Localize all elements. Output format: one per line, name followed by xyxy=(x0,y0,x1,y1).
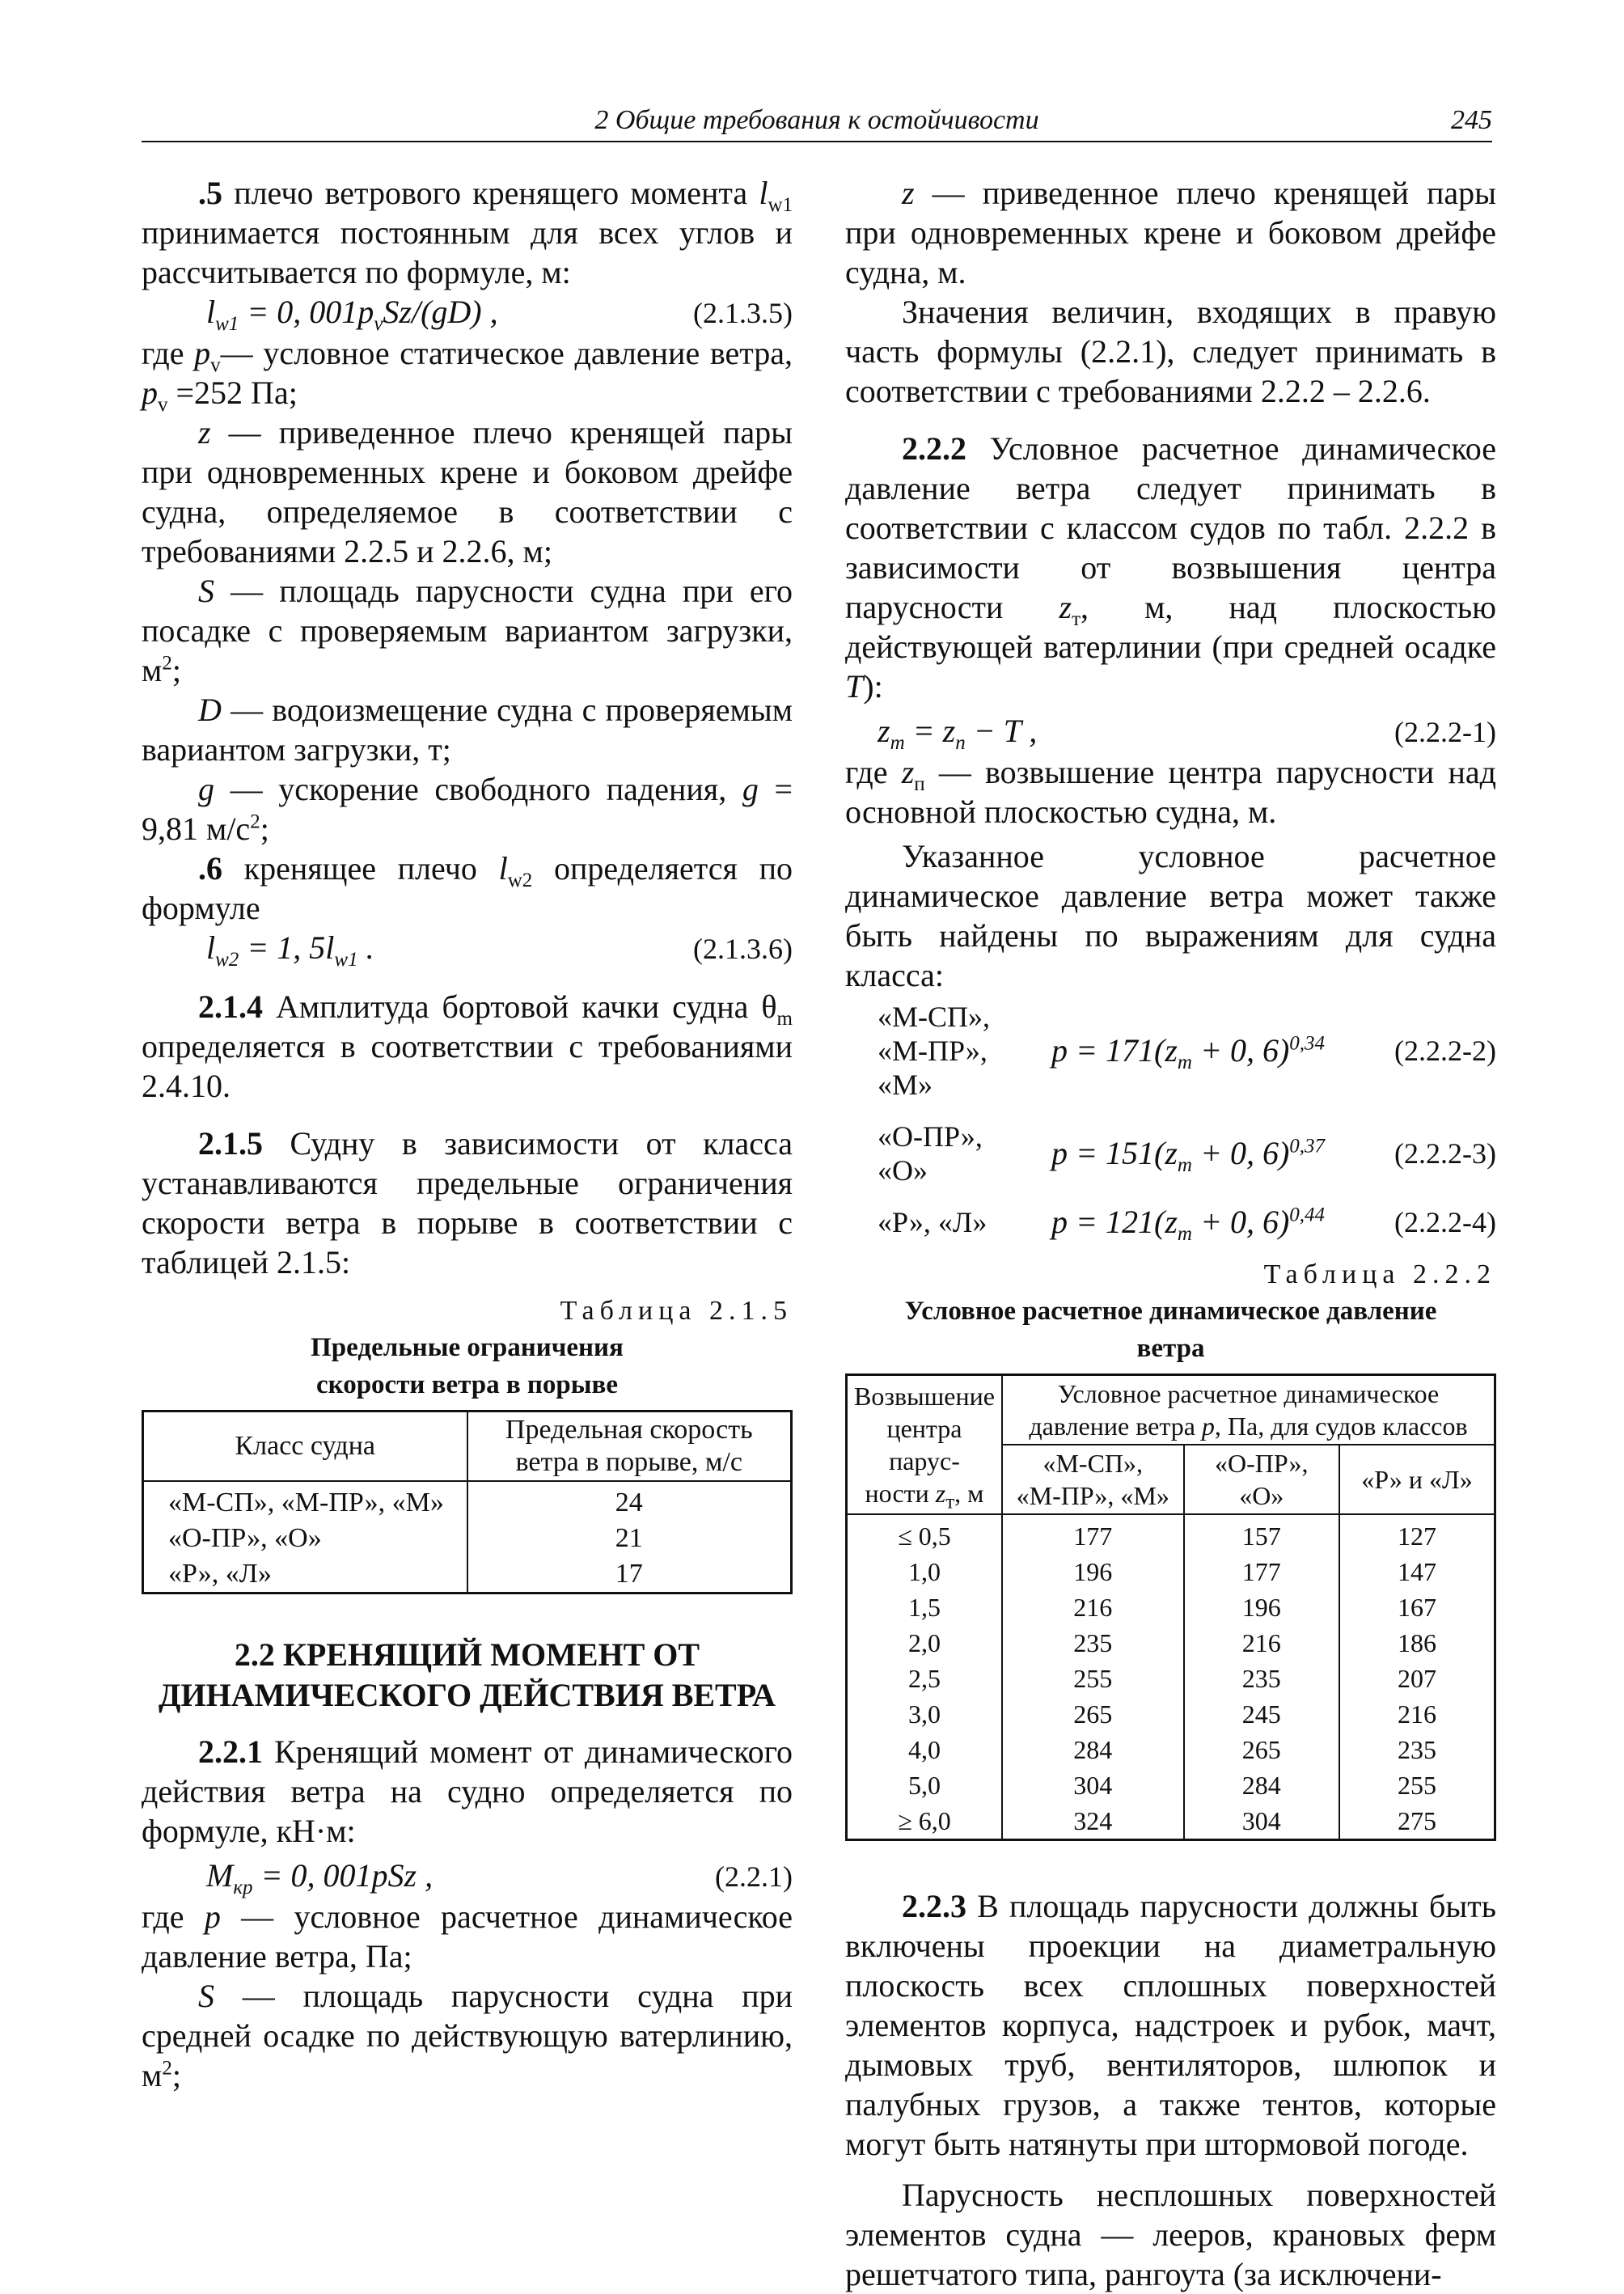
cell-a: 324 xyxy=(1002,1803,1184,1840)
table-row xyxy=(847,1767,1495,1803)
column-group-header: Условное расчетное динамическое давление ветра p, Па, для судов классов xyxy=(1002,1375,1495,1445)
section-2-1-4: 2.1.4 Амплитуда бортовой качки судна $\theta_m$ определяется в соответствии с требованиями 2.4.10. xyxy=(142,988,793,1104)
where-s: S — площадь парусности судна при его посадке с проверяемым вариантом загрузки, $м^2$; xyxy=(142,573,793,688)
table-2-2-2-caption: Таблица 2.2.2 xyxy=(1263,1259,1496,1289)
dynamic-formula-row xyxy=(845,1204,1496,1245)
paragraph-6: .6 кренящее плечо $l_{w2}$ определяется по формуле xyxy=(142,850,793,926)
cell-c: 207 xyxy=(1339,1661,1495,1696)
ship-class: «Р», «Л» xyxy=(878,1206,988,1238)
table-2-1-5-title: Предельные ограничения скорости ветра в порыве xyxy=(311,1333,624,1399)
cell-h: ≤ 0,5 xyxy=(847,1514,1002,1554)
column-header-m: «М-СП», «М-ПР», «М» xyxy=(1002,1445,1184,1514)
formula-2-1-3-6: $l_{w2} = 1$, $5l_{w1}$ . (2.1.3.6) xyxy=(206,929,793,971)
cell-b: 265 xyxy=(1184,1732,1339,1767)
cell-speed: 17 xyxy=(467,1556,792,1594)
column-header-speed: Предельная скорость ветра в порыве, м/с xyxy=(467,1412,792,1482)
table-2-1-5-caption: Таблица 2.1.5 xyxy=(560,1296,793,1326)
cell-c: 147 xyxy=(1339,1554,1495,1589)
cell-h: 3,0 xyxy=(847,1696,1002,1732)
where-d: D — водоизмещение судна с проверяемым вариантом загрузки, т; xyxy=(142,692,793,768)
cell-class: «Р», «Л» xyxy=(143,1556,467,1594)
cell-class: «М-СП», «М-ПР», «М» xyxy=(143,1481,467,1521)
cell-h: 2,5 xyxy=(847,1661,1002,1696)
right-column xyxy=(845,173,1496,2294)
formula-2-1-3-5: $l_{w1} = 0$, $001p_vSz/(gD)$ , (2.1.3.5) xyxy=(206,294,793,335)
ship-class: «М-СП», «М-ПР», «М» xyxy=(878,1001,991,1101)
section-2-2-2: 2.2.2 Условное расчетное динамическое давление ветра следует принимать в соответствии с классом судов по табл. 2.2.2 в зависимости от возвышения центра парусности $z_т$, м, над плоскостью действующей ватерлинии (при средней осадке T): xyxy=(845,430,1496,705)
cell-b: 196 xyxy=(1184,1589,1339,1625)
where-g: g — ускорение свободного падения, g = 9,81 $м/с^2$; xyxy=(142,771,793,847)
where-s-2: S — площадь парусности судна при средней осадке по действующую ватерлинию, $м^2$; xyxy=(142,1978,793,2093)
table-row xyxy=(847,1554,1495,1589)
table-row xyxy=(847,1661,1495,1696)
table-row xyxy=(847,1625,1495,1661)
running-header xyxy=(142,104,1492,142)
formula-number: (2.2.1) xyxy=(715,1860,793,1893)
table-2-1-5 xyxy=(142,1410,793,1594)
cell-a: 177 xyxy=(1002,1514,1184,1554)
cell-b: 177 xyxy=(1184,1554,1339,1589)
table-row xyxy=(847,1732,1495,1767)
cell-b: 235 xyxy=(1184,1661,1339,1696)
cell-c: 235 xyxy=(1339,1732,1495,1767)
dynamic-formula-row xyxy=(845,1000,1496,1102)
table-row xyxy=(847,1514,1495,1554)
header-title: 2 Общие требования к остойчивости xyxy=(594,105,1039,135)
column-header-o: «О-ПР», «О» xyxy=(1184,1445,1339,1514)
column-header-class: Класс судна xyxy=(143,1412,467,1482)
cell-h: 4,0 xyxy=(847,1732,1002,1767)
cell-h: 1,0 xyxy=(847,1554,1002,1589)
cell-h: 2,0 xyxy=(847,1625,1002,1661)
where-p: где p — условное расчетное динамическое давление ветра, Па; xyxy=(142,1898,793,1974)
expressions-intro: Указанное условное расчетное динамическое давление ветра может также быть найдены по выражениям для судна класса: xyxy=(845,838,1496,993)
cell-class: «О-ПР», «О» xyxy=(143,1521,467,1556)
table-row xyxy=(143,1521,792,1556)
cell-c: 186 xyxy=(1339,1625,1495,1661)
formula-2-2-1: $M_{кр} = 0$, 001pSz , (2.2.1) xyxy=(206,1857,793,1898)
cell-a: 196 xyxy=(1002,1554,1184,1589)
table-row xyxy=(847,1696,1495,1732)
cell-a: 284 xyxy=(1002,1732,1184,1767)
pressure-formula: $p = 151(z_т + 0$, 6)$^{0,37}$ xyxy=(1051,1135,1326,1176)
cell-a: 304 xyxy=(1002,1767,1184,1803)
cell-speed: 21 xyxy=(467,1521,792,1556)
formula-number: (2.1.3.6) xyxy=(693,933,793,965)
page-number: 245 xyxy=(1451,105,1492,135)
cell-a: 255 xyxy=(1002,1661,1184,1696)
formula-number: (2.1.3.5) xyxy=(693,297,793,329)
cell-b: 216 xyxy=(1184,1625,1339,1661)
values-paragraph: Значения величин, входящих в правую часть формулы (2.2.1), следует принимать в соответствии с требованиями 2.2.2 – 2.2.6. xyxy=(845,294,1496,409)
paragraph-5: .5 плечо ветрового кренящего момента $l_{w1}$ принимается постоянным для всех углов и рассчитывается по формуле, м: xyxy=(142,175,793,290)
dynamic-formula-row xyxy=(845,1119,1496,1187)
cell-b: 304 xyxy=(1184,1803,1339,1840)
table-2-2-2-title: Условное расчетное динамическое давление ветра xyxy=(904,1297,1437,1363)
section-2-2-1: 2.2.1 Кренящий момент от динамического действия ветра на судно определяется по формуле, кН·м: xyxy=(142,1733,793,1849)
column-header-r: «Р» и «Л» xyxy=(1339,1445,1495,1514)
cell-a: 216 xyxy=(1002,1589,1184,1625)
cell-h: ≥ 6,0 xyxy=(847,1803,1002,1840)
formula-2-2-2-1: $z_т = z_п - T$ , (2.2.2-1) xyxy=(878,713,1496,754)
table-row xyxy=(847,1589,1495,1625)
cell-h: 1,5 xyxy=(847,1589,1002,1625)
ship-class: «О-ПР», «О» xyxy=(878,1120,983,1187)
cell-a: 265 xyxy=(1002,1696,1184,1732)
lattice-paragraph: Парусность несплошных поверхностей элементов судна — лееров, крановых ферм решетчатого типа, рангоута (за исключени- xyxy=(845,2177,1496,2292)
table-2-2-2 xyxy=(845,1373,1496,1841)
cell-c: 255 xyxy=(1339,1767,1495,1803)
formula-number: (2.2.2-3) xyxy=(1394,1137,1496,1170)
cell-b: 245 xyxy=(1184,1696,1339,1732)
cell-b: 157 xyxy=(1184,1514,1339,1554)
where-zp: где $z_п$ — возвышение центра парусности над основной плоскостью судна, м. xyxy=(845,754,1496,830)
dynamic-pressure-formulas xyxy=(845,1000,1496,1245)
pressure-formula: $p = 171(z_т + 0$, 6)$^{0,34}$ xyxy=(1051,1032,1326,1073)
cell-c: 275 xyxy=(1339,1803,1495,1840)
cell-c: 167 xyxy=(1339,1589,1495,1625)
cell-h: 5,0 xyxy=(847,1767,1002,1803)
section-2-1-5: 2.1.5 Судну в зависимости от класса устанавливаются предельные ограничения скорости ветра в порыве в соответствии с таблицей 2.1.5: xyxy=(142,1125,793,1280)
where-pv: где $p_v—$ условное статическое давление ветра, $p_v =252$ Па; xyxy=(142,335,793,416)
column-header-height: Возвышение центра парус- ности $z_т$, м xyxy=(847,1375,1002,1515)
formula-number: (2.2.2-2) xyxy=(1394,1035,1496,1067)
formula-number: (2.2.2-4) xyxy=(1394,1206,1496,1238)
formula-number: (2.2.2-1) xyxy=(1394,716,1496,748)
table-row xyxy=(143,1556,792,1594)
section-2-2-3: 2.2.3 В площадь парусности должны быть включены проекции на диаметральную плоскость всех сплошных поверхностей элементов корпуса, надстроек и рубок, мачт, дымовых труб, вентиляторов, шлюпок и палубных грузов, а также тентов, которые могут быть натянуты при штормовой погоде. xyxy=(845,1888,1496,2162)
cell-b: 284 xyxy=(1184,1767,1339,1803)
cell-a: 235 xyxy=(1002,1625,1184,1661)
left-column xyxy=(142,173,793,2095)
pressure-formula: $p = 121(z_т + 0$, 6)$^{0,44}$ xyxy=(1051,1204,1326,1245)
cell-speed: 24 xyxy=(467,1481,792,1521)
where-z-right: z — приведенное плечо кренящей пары при одновременных крене и боковом дрейфе судна, м. xyxy=(845,175,1496,290)
where-z: z — приведенное плечо кренящей пары при одновременных крене и боковом дрейфе судна, определяемое в соответствии с требованиями 2.2.5 и 2.2.6, м; xyxy=(142,414,793,569)
table-row xyxy=(847,1803,1495,1840)
section-heading-2-2: 2.2 КРЕНЯЩИЙ МОМЕНТ ОТ ДИНАМИЧЕСКОГО ДЕЙСТВИЯ ВЕТРА xyxy=(159,1636,776,1713)
cell-c: 216 xyxy=(1339,1696,1495,1732)
cell-c: 127 xyxy=(1339,1514,1495,1554)
table-row xyxy=(143,1481,792,1521)
